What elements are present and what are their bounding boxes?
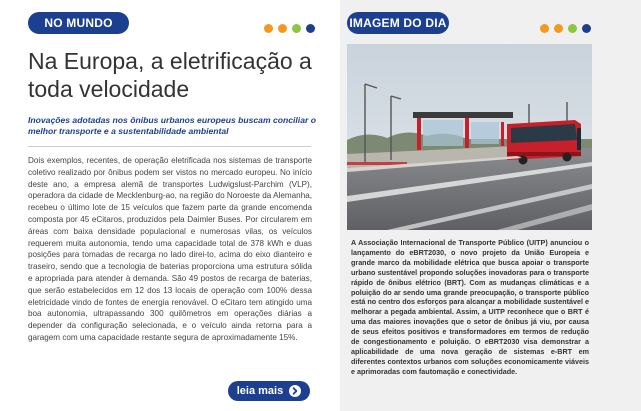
- section-badge-label: NO MUNDO: [44, 16, 113, 30]
- section-badge-imagem-do-dia: [347, 12, 449, 34]
- orange-dot-icon: [540, 24, 549, 33]
- green-dot-icon: [292, 24, 301, 33]
- section-badge-no-mundo: [28, 12, 129, 34]
- article-subtitle: Inovações adotadas nos ônibus urbanos europeus buscam conciliar o melhor transporte e a sustentabilidade ambiental: [28, 115, 316, 136]
- green-dot-icon: [568, 24, 577, 33]
- decorative-dots: [264, 24, 315, 33]
- orange-dot-icon: [278, 24, 287, 33]
- article-body: Dois exemplos, recentes, de operação eletrificada nos sistemas de transporte coletivo realizado por ônibus podem ser vistos no mercado europeu. No início deste ano, a empresa alemã de transportes Ludwigslust-Parchim (VLP), operadora da cidade de Mecklenburg-ao, na região do Noroeste da Alemanha, recebeu o último lote de 15 veículos que fazem parte da grande encomenda composta por 45 eCitaros, produzidos pela Daimler Buses. Por circularem em áreas com baixa densidade populacional e numerosas vilas, os veículos requerem muita autonomia, tendo uma capacidade total de 378 kWh e duas posições para tomadas de recarga no lado direi-to, acima do eixo dianteiro e traseiro, sendo que a tecnologia de baterias proporciona uma estrutura sólida e apropriada para atender à demanda. São 49 postos de recarga de baterias, que serão estabelecidos em 12 dos 13 locais de operação com 100% dessa eletricidade vindo de fontes de energia renovável. O eCitaro tem atingido uma boa autonomia, ultrapassando 300 quilômetros em operações diárias a depender da configuração selecionada, e o veículo ainda retorna para a garagem com uma capacidade restante segura de aproximadamente 15%.: [28, 156, 312, 342]
- chevron-right-icon: [289, 385, 301, 397]
- read-more-label: leia mais: [236, 385, 284, 397]
- decorative-dots: [540, 24, 591, 33]
- orange-dot-icon: [554, 24, 563, 33]
- blue-dot-icon: [306, 24, 315, 33]
- section-badge-label: IMAGEM DO DIA: [349, 16, 447, 30]
- article-title: Na Europa, a eletrificação a toda velocidade: [28, 48, 312, 102]
- divider: [28, 146, 311, 147]
- read-more-button[interactable]: [228, 381, 310, 401]
- photo-caption: A Associação Internacional de Transporte Público (UITP) anunciou o lançamento do eBRT2030, o novo projeto da União Europeia e grande marco da mobilidade elétrica que busca apoiar o transporte urbano sustentável propondo soluções inovadoras para o transporte rápido de ônibus elétrico (BRT). Com as mudanças climáticas e a poluição do ar sendo uma grande preocupação, o transporte público está no centro dos esforços para alcançar a mobilidade sustentável e melhorar a pegada ambiental. Assim, a UITP reconhece que o BRT é uma das maiores inovações que o setor de ônibus já viu, por causa de seus efeitos positivos e transformadores em termos de redução de congestionamento e poluição. O eBRT2030 visa demonstrar a aplicabilidade de uma nova geração de sistemas e-BRT em diferentes contextos urbanos com soluções economicamente viáveis e aprimoradas com fautomação e conectividade.: [351, 238, 589, 376]
- bus-station-photo: [347, 44, 592, 230]
- blue-dot-icon: [582, 24, 591, 33]
- orange-dot-icon: [264, 24, 273, 33]
